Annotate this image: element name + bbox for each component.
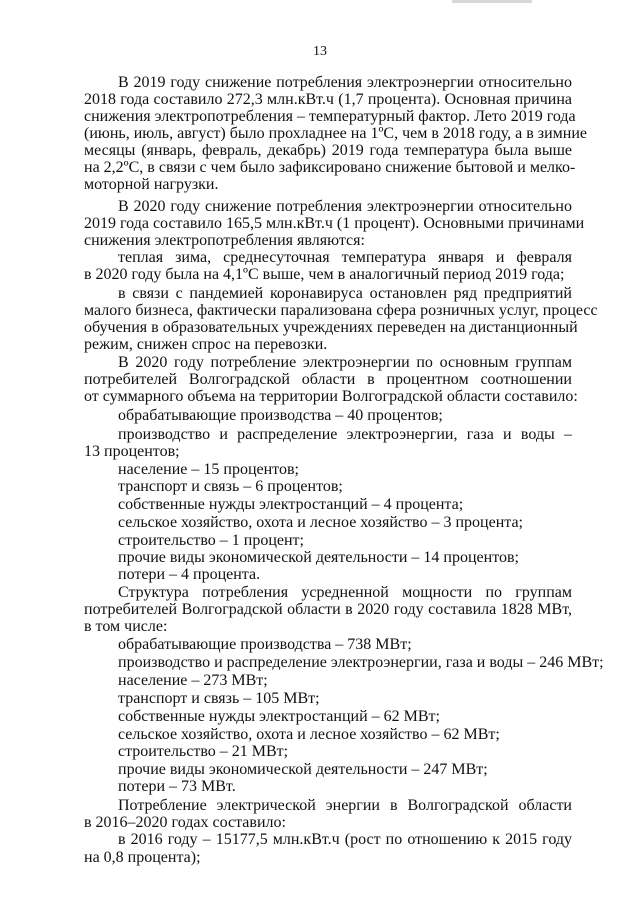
text-line: сельское хозяйство, охота и лесное хозяйство – 3 процента; [118, 514, 523, 531]
text-line: 2019 года составило 165,5 млн.кВт.ч (1 процент). Основными причинами [84, 215, 585, 232]
text-line: обрабатывающие производства – 40 процентов; [118, 407, 443, 424]
text-line: 2018 года составило 272,3 млн.кВт.ч (1,7 процента). Основная причина [84, 91, 572, 108]
text-line: население – 15 процентов; [118, 461, 299, 478]
text-line: потери – 73 МВт. [118, 778, 236, 795]
text-line: потери – 4 процента. [118, 566, 261, 583]
text-line: строительство – 1 процент; [118, 532, 304, 549]
text-line: на 2,2ºС, в связи с чем было зафиксировано снижение бытовой и мелко- [84, 159, 576, 176]
text-line: Структура потребления усредненной мощности по группам [118, 584, 572, 601]
text-line: прочие виды экономической деятельности – 247 МВт; [118, 761, 488, 778]
text-line: в 2020 году была на 4,1ºС выше, чем в аналогичный период 2019 года; [84, 266, 565, 283]
text-line: режим, снижен спрос на перевозки. [84, 336, 328, 353]
text-line: снижения электропотребления являются: [84, 232, 365, 249]
text-line: в 2016–2020 годах составило: [84, 814, 286, 831]
text-line: потребителей Волгоградской области в процентном соотношении [84, 371, 572, 388]
text-line: обучения в образовательных учреждениях переведен на дистанционный [84, 319, 578, 336]
text-line: потребителей Волгоградской области в 2020 году составила 1828 МВт, [84, 601, 572, 618]
text-line: (июнь, июль, август) было прохладнее на 1ºС, чем в 2018 году, а в зимние [84, 125, 588, 142]
text-line: производство и распределение электроэнергии, газа и воды – 246 МВт; [118, 654, 604, 671]
text-line: месяцы (январь, февраль, декабрь) 2019 года температура была выше [84, 142, 572, 159]
text-line: на 0,8 процента); [84, 849, 201, 866]
text-line: собственные нужды электростанций – 62 МВт; [118, 708, 440, 725]
text-line: от суммарного объема на территории Волгоградской области составило: [84, 388, 578, 405]
text-line: в 2016 году – 15177,5 млн.кВт.ч (рост по отношению к 2015 году [118, 831, 572, 848]
text-line: теплая зима, среднесуточная температура января и февраля [118, 249, 572, 266]
text-line: обрабатывающие производства – 738 МВт; [118, 636, 412, 653]
text-line: малого бизнеса, фактически парализована сфера розничных услуг, процесс [84, 302, 598, 319]
text-line: транспорт и связь – 105 МВт; [118, 690, 320, 707]
text-line: сельское хозяйство, охота и лесное хозяйство – 62 МВт; [118, 726, 500, 743]
text-line: производство и распределение электроэнергии, газа и воды – [118, 426, 572, 443]
text-line: в связи с пандемией коронавируса остановлен ряд предприятий [118, 285, 572, 302]
page-number: 13 [313, 44, 327, 59]
text-line: население – 273 МВт; [118, 672, 268, 689]
scan-edge-mark [452, 0, 532, 3]
text-line: моторной нагрузки. [84, 176, 219, 193]
text-line: в том числе: [84, 618, 168, 635]
text-line: Потребление электрической энергии в Волгоградской области [118, 797, 572, 814]
text-line: транспорт и связь – 6 процентов; [118, 478, 343, 495]
text-line: снижения электропотребления – температурный фактор. Лето 2019 года [84, 108, 576, 125]
text-line: В 2020 году снижение потребления электроэнергии относительно [118, 198, 572, 215]
text-line: 13 процентов; [84, 443, 180, 460]
text-line: В 2019 году снижение потребления электроэнергии относительно [118, 74, 572, 91]
text-line: собственные нужды электростанций – 4 процента; [118, 496, 464, 513]
text-line: прочие виды экономической деятельности – 14 процентов; [118, 549, 519, 566]
text-line: В 2020 году потребление электроэнергии по основным группам [118, 354, 572, 371]
text-line: строительство – 21 МВт; [118, 743, 289, 760]
